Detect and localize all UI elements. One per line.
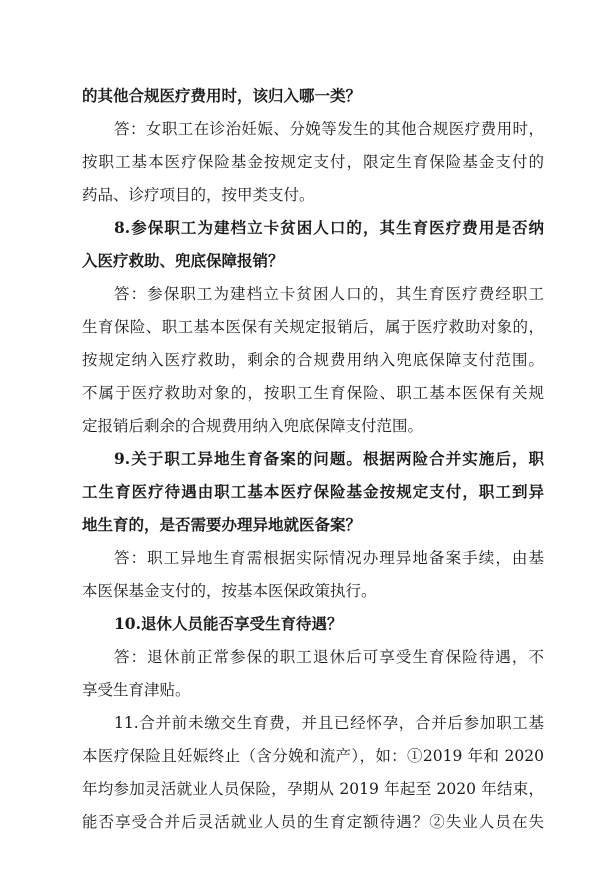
question-8-line-2: 入医疗救助、兜底保障报销？ [82,251,284,270]
answer-8-line-2: 生育保险、职工基本医保有关规定报销后，属于医疗救助对象的， [82,318,544,336]
answer-7-line-2: 按职工基本医疗保险基金按规定支付，限定生育保险基金支付的 [82,153,544,171]
question-11-line-4: 能否享受合并后灵活就业人员的生育定额待遇？②失业人员在失 [82,813,544,831]
answer-9-line-1: 答：职工异地生育需根据实际情况办理异地备案手续，由基 [114,549,544,567]
question-9-line-2: 工生育医疗待遇由职工基本医疗保险基金按规定支付，职工到异 [82,482,544,501]
question-11-line-3: 年均参加灵活就业人员保险，孕期从 2019 年起至 2020 年结束， [82,780,544,798]
question-10: 10.退休人员能否享受生育待遇？ [114,614,343,633]
question-11-line-2: 本医疗保险且妊娠终止（含分娩和流产），如：①2019 年和 2020 [82,747,544,765]
answer-7-line-1: 答：女职工在诊治妊娠、分娩等发生的其他合规医疗费用时， [114,120,544,138]
question-9-line-3: 地生育的，是否需要办理异地就医备案？ [82,515,362,534]
question-11-line-1: 11.合并前未缴交生育费，并且已经怀孕，合并后参加职工基 [114,714,544,732]
answer-8-line-1: 答：参保职工为建档立卡贫困人口的，其生育医疗费经职工 [114,285,544,303]
question-9-line-1: 9.关于职工异地生育备案的问题。根据两险合并实施后，职 [114,449,544,468]
answer-10-line-1: 答：退休前正常参保的职工退休后可享受生育保险待遇，不 [114,648,544,666]
answer-8-line-3: 按规定纳入医疗救助，剩余的合规费用纳入兜底保障支付范围。 [82,351,544,369]
answer-10-line-2: 享受生育津贴。 [82,681,191,699]
question-7-continuation: 的其他合规医疗费用时，该归入哪一类？ [82,86,362,105]
answer-7-line-3: 药品、诊疗项目的，按甲类支付。 [82,186,315,204]
answer-9-line-2: 本医保基金支付的，按基本医保政策执行。 [82,582,377,600]
question-8-line-1: 8.参保职工为建档立卡贫困人口的，其生育医疗费用是否纳 [114,218,544,237]
answer-8-line-5: 定报销后剩余的合规费用纳入兜底保障支付范围。 [82,417,424,435]
answer-8-line-4: 不属于医疗救助对象的，按职工生育保险、职工基本医保有关规 [82,384,544,402]
